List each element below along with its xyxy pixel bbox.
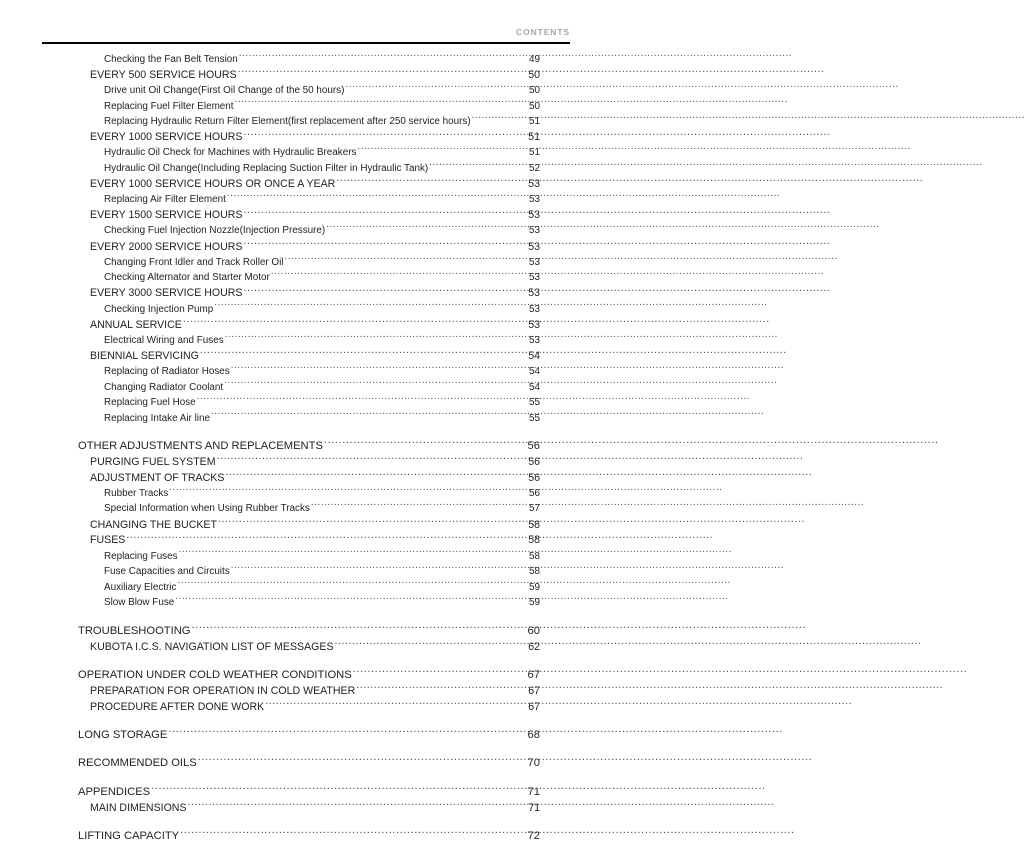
toc-dot-leader bbox=[244, 239, 521, 250]
toc-dot-leader bbox=[244, 208, 521, 219]
toc-entry-page-number: 67 bbox=[527, 668, 540, 681]
toc-entry-label: Checking Alternator and Starter Motor bbox=[104, 272, 270, 284]
toc-entry-label: Changing Front Idler and Track Roller Oil bbox=[104, 256, 284, 268]
toc-dot-leader bbox=[225, 470, 521, 481]
toc-entry[interactable] bbox=[90, 639, 540, 655]
table-of-contents bbox=[0, 52, 612, 844]
toc-dot-leader bbox=[126, 533, 521, 544]
toc-dot-leader bbox=[265, 699, 521, 710]
toc-entry-label: OPERATION UNDER COLD WEATHER CONDITIONS bbox=[78, 668, 352, 681]
toc-entry[interactable] bbox=[78, 755, 540, 771]
toc-entry-page-number: 56 bbox=[527, 440, 540, 453]
toc-entry-label: CHANGING THE BUCKET bbox=[90, 518, 217, 531]
toc-entry-page-number: 53 bbox=[528, 240, 540, 253]
toc-entry-page-number: 53 bbox=[528, 209, 540, 222]
toc-entry-label: PREPARATION FOR OPERATION IN COLD WEATHER bbox=[90, 684, 356, 697]
toc-dot-leader bbox=[472, 114, 521, 124]
toc-dot-leader bbox=[335, 639, 521, 650]
toc-dot-leader bbox=[211, 411, 521, 421]
toc-entry-page-number: 71 bbox=[528, 801, 540, 814]
toc-dot-leader bbox=[357, 146, 521, 156]
toc-entry-page-number: 67 bbox=[528, 684, 540, 697]
toc-entry-label: Drive unit Oil Change(First Oil Change of the 50 hours) bbox=[104, 85, 345, 97]
toc-entry-list bbox=[0, 52, 612, 844]
toc-entry-label: Special Information when Using Rubber Tracks bbox=[104, 503, 310, 515]
toc-entry[interactable] bbox=[104, 411, 540, 426]
toc-entry-label: RECOMMENDED OILS bbox=[78, 757, 197, 770]
toc-dot-leader bbox=[218, 517, 521, 528]
toc-dot-leader bbox=[353, 667, 521, 678]
toc-entry-page-number: 59 bbox=[529, 597, 540, 609]
toc-entry[interactable] bbox=[104, 595, 540, 610]
toc-dot-leader bbox=[284, 255, 521, 265]
toc-entry-page-number: 50 bbox=[529, 100, 540, 112]
toc-entry-page-number: 55 bbox=[529, 412, 540, 424]
toc-entry-page-number: 68 bbox=[527, 728, 540, 741]
toc-entry-label: EVERY 500 SERVICE HOURS bbox=[90, 69, 237, 82]
toc-dot-leader bbox=[179, 549, 521, 559]
toc-dot-leader bbox=[169, 486, 521, 496]
toc-entry-label: Hydraulic Oil Check for Machines with Hydraulic Breakers bbox=[104, 147, 357, 159]
toc-entry-page-number: 58 bbox=[529, 566, 540, 578]
toc-entry-page-number: 57 bbox=[529, 503, 540, 515]
toc-entry-page-number: 51 bbox=[529, 116, 540, 128]
toc-entry-page-number: 53 bbox=[529, 256, 540, 268]
toc-entry-label: ADJUSTMENT OF TRACKS bbox=[90, 471, 225, 484]
toc-entry-page-number: 54 bbox=[529, 381, 540, 393]
toc-entry-page-number: 58 bbox=[529, 550, 540, 562]
toc-entry-label: Replacing of Radiator Hoses bbox=[104, 366, 230, 378]
toc-entry-page-number: 54 bbox=[529, 366, 540, 378]
toc-dot-leader bbox=[214, 302, 521, 312]
toc-dot-leader bbox=[200, 348, 521, 359]
toc-entry-label: MAIN DIMENSIONS bbox=[90, 801, 187, 814]
toc-dot-leader bbox=[180, 828, 521, 839]
toc-entry-label: FUSES bbox=[90, 534, 126, 547]
toc-entry-label: Checking Fuel Injection Nozzle(Injection Pressure) bbox=[104, 225, 326, 237]
toc-entry[interactable] bbox=[78, 727, 540, 743]
toc-entry-page-number: 70 bbox=[527, 757, 540, 770]
toc-entry-page-number: 53 bbox=[528, 178, 540, 191]
toc-entry-page-number: 60 bbox=[527, 624, 540, 637]
header-divider bbox=[42, 42, 570, 44]
toc-entry-label: Checking the Fan Belt Tension bbox=[104, 53, 238, 65]
toc-entry-label: Replacing Intake Air line bbox=[104, 412, 210, 424]
toc-entry-page-number: 56 bbox=[528, 471, 540, 484]
toc-dot-leader bbox=[324, 438, 521, 449]
toc-entry-label: Replacing Hydraulic Return Filter Element(first replacement after 250 service hours) bbox=[104, 116, 471, 128]
toc-entry-page-number: 53 bbox=[528, 318, 540, 331]
toc-dot-leader bbox=[225, 333, 521, 343]
toc-dot-leader bbox=[336, 177, 521, 188]
toc-entry-label: Replacing Fuel Filter Element bbox=[104, 100, 234, 112]
toc-dot-leader bbox=[192, 623, 521, 634]
toc-entry-label: Rubber Tracks bbox=[104, 488, 169, 499]
toc-entry-label: Replacing Fuel Hose bbox=[104, 397, 196, 409]
toc-dot-leader bbox=[183, 317, 521, 328]
toc-entry-label: Replacing Air Filter Element bbox=[104, 194, 226, 206]
toc-dot-leader bbox=[311, 502, 521, 512]
toc-dot-leader bbox=[188, 800, 521, 811]
toc-entry-label: Hydraulic Oil Change(Including Replacing Suction Filter in Hydraulic Tank) bbox=[104, 162, 429, 174]
toc-entry-page-number: 59 bbox=[529, 581, 540, 593]
toc-entry-label: PURGING FUEL SYSTEM bbox=[90, 456, 216, 469]
toc-entry-page-number: 53 bbox=[529, 225, 540, 237]
toc-dot-leader bbox=[217, 455, 521, 466]
toc-entry-label: Slow Blow Fuse bbox=[104, 597, 175, 609]
toc-entry-page-number: 58 bbox=[528, 518, 540, 531]
toc-entry-page-number: 53 bbox=[529, 272, 540, 284]
toc-entry-label: LONG STORAGE bbox=[78, 728, 168, 741]
header-title: CONTENTS bbox=[516, 27, 570, 37]
toc-entry-label: EVERY 1500 SERVICE HOURS bbox=[90, 209, 243, 222]
toc-entry-page-number: 62 bbox=[528, 640, 540, 653]
toc-entry-page-number: 51 bbox=[529, 147, 540, 159]
toc-entry-label: Changing Radiator Coolant bbox=[104, 381, 224, 393]
toc-entry-page-number: 53 bbox=[529, 334, 540, 346]
toc-entry-label: KUBOTA I.C.S. NAVIGATION LIST OF MESSAGES bbox=[90, 640, 334, 653]
toc-entry[interactable] bbox=[78, 828, 540, 844]
toc-entry-label: LIFTING CAPACITY bbox=[78, 829, 180, 842]
toc-entry-page-number: 54 bbox=[528, 349, 540, 362]
toc-entry-label: Checking Injection Pump bbox=[104, 303, 214, 315]
toc-entry-page-number: 51 bbox=[528, 131, 540, 144]
toc-dot-leader bbox=[224, 380, 521, 390]
toc-dot-leader bbox=[239, 52, 521, 62]
toc-dot-leader bbox=[345, 83, 521, 93]
toc-entry-label: EVERY 2000 SERVICE HOURS bbox=[90, 240, 243, 253]
toc-entry[interactable] bbox=[90, 699, 540, 715]
toc-dot-leader bbox=[175, 595, 521, 605]
toc-entry-label: TROUBLESHOOTING bbox=[78, 624, 191, 637]
toc-entry-page-number: 71 bbox=[527, 785, 540, 798]
toc-entry-page-number: 53 bbox=[528, 287, 540, 300]
toc-dot-leader bbox=[271, 270, 521, 280]
toc-dot-leader bbox=[231, 564, 521, 574]
toc-entry-label: Auxiliary Electric bbox=[104, 581, 177, 593]
toc-dot-leader bbox=[356, 683, 521, 694]
toc-dot-leader bbox=[227, 192, 521, 202]
toc-dot-leader bbox=[429, 161, 521, 171]
toc-entry-label: PROCEDURE AFTER DONE WORK bbox=[90, 700, 265, 713]
toc-dot-leader bbox=[168, 727, 521, 738]
toc-entry-label: EVERY 3000 SERVICE HOURS bbox=[90, 287, 243, 300]
toc-dot-leader bbox=[231, 364, 521, 374]
toc-dot-leader bbox=[244, 286, 521, 297]
toc-entry-label: Fuse Capacities and Circuits bbox=[104, 566, 230, 578]
toc-entry-page-number: 49 bbox=[529, 53, 540, 65]
toc-entry-page-number: 53 bbox=[529, 303, 540, 315]
toc-entry-page-number: 50 bbox=[529, 85, 540, 97]
toc-entry-label: Electrical Wiring and Fuses bbox=[104, 334, 224, 346]
toc-entry-label: EVERY 1000 SERVICE HOURS bbox=[90, 131, 243, 144]
toc-entry-label: BIENNIAL SERVICING bbox=[90, 349, 199, 362]
toc-dot-leader bbox=[151, 784, 521, 795]
toc-entry-page-number: 53 bbox=[529, 194, 540, 206]
toc-entry-label: APPENDICES bbox=[78, 785, 151, 798]
toc-entry-page-number: 56 bbox=[529, 488, 540, 499]
toc-entry-page-number: 72 bbox=[527, 829, 540, 842]
toc-dot-leader bbox=[198, 755, 521, 766]
toc-dot-leader bbox=[197, 395, 521, 405]
toc-dot-leader bbox=[238, 67, 521, 78]
page-header bbox=[42, 22, 570, 38]
toc-entry-page-number: 52 bbox=[529, 162, 540, 174]
toc-entry-page-number: 56 bbox=[528, 456, 540, 469]
toc-dot-leader bbox=[235, 99, 521, 109]
toc-entry-page-number: 67 bbox=[528, 700, 540, 713]
toc-entry[interactable] bbox=[90, 800, 540, 816]
toc-entry-page-number: 55 bbox=[529, 397, 540, 409]
toc-entry-page-number: 50 bbox=[528, 69, 540, 82]
toc-entry-page-number: 58 bbox=[528, 534, 540, 547]
toc-entry-label: Replacing Fuses bbox=[104, 550, 178, 562]
toc-entry-label: ANNUAL SERVICE bbox=[90, 318, 182, 331]
toc-dot-leader bbox=[177, 580, 521, 590]
toc-entry-label: OTHER ADJUSTMENTS AND REPLACEMENTS bbox=[78, 440, 323, 453]
toc-dot-leader bbox=[326, 224, 521, 234]
toc-dot-leader bbox=[244, 130, 521, 141]
toc-entry-label: EVERY 1000 SERVICE HOURS OR ONCE A YEAR bbox=[90, 178, 336, 191]
